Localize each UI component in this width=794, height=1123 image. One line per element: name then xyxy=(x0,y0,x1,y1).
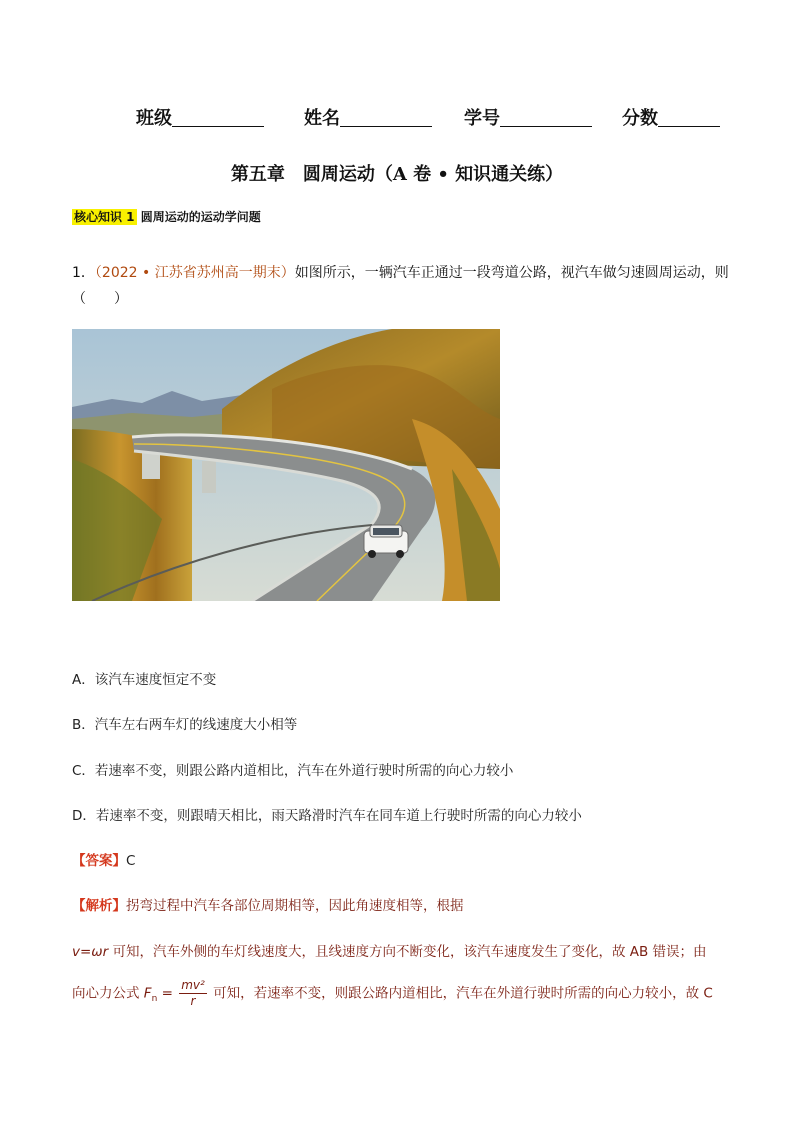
section-heading xyxy=(72,208,261,225)
question-stem: 如图所示，一辆汽车正通过一段弯道公路，视汽车做匀速圆周运动，则 xyxy=(294,265,729,281)
question-1 xyxy=(72,258,732,288)
student-id-label: 学号 xyxy=(464,108,500,129)
answer-value: C xyxy=(126,853,136,869)
section-text: 圆周运动的运动学问题 xyxy=(140,210,261,224)
option-a[interactable]: A．该汽车速度恒定不变 xyxy=(72,672,217,688)
score-blank[interactable] xyxy=(658,108,720,127)
fraction-denominator: r xyxy=(190,994,196,1008)
formula-v-omega-r: v=ωr xyxy=(72,944,109,960)
formula-force: F xyxy=(143,985,152,1002)
option-c[interactable]: C．若速率不变，则跟公路内道相比，汽车在外道行驶时所需的向心力较小 xyxy=(72,763,514,779)
option-d[interactable]: D．若速率不变，则跟晴天相比，雨天路滑时汽车在同车道上行驶时所需的向心力较小 xyxy=(72,808,582,824)
analysis-text-3: 可知，若速率不变，则跟公路内道相比，汽车在外道行驶时所需的向心力较小，故 C xyxy=(208,985,713,1002)
chapter-title: 第五章 圆周运动（A 卷 • 知识通关练） xyxy=(230,164,564,185)
name-field[interactable] xyxy=(304,104,432,130)
analysis-line-3: 向心力公式 $F_n$ = $\frac{\text{mv²}}{r}$ 可知，若速率不变，则跟公路内道相比，汽车在外道行驶时所需的向心力较小，故 C xyxy=(72,978,713,1008)
analysis-text-2: 可知，汽车外侧的车灯线速度大，且线速度方向不断变化，该汽车速度发生了变化，故 AB 错误；由 xyxy=(108,944,707,960)
centripetal-fraction xyxy=(179,978,207,1009)
name-label: 姓名 xyxy=(304,108,340,129)
name-blank[interactable] xyxy=(340,108,432,127)
class-field[interactable] xyxy=(136,104,264,130)
analysis-line-2 xyxy=(72,940,707,960)
analysis-prefix-3: 向心力公式 xyxy=(72,985,144,1002)
student-id-field[interactable] xyxy=(464,104,592,130)
answer-tag: 【答案】 xyxy=(72,853,126,869)
viaduct-illustration xyxy=(72,329,500,601)
analysis-line-1 xyxy=(72,894,464,914)
answer-line xyxy=(72,849,135,869)
section-tag: 核心知识 1 xyxy=(74,210,135,224)
car-icon xyxy=(364,525,408,558)
answer-blank: （ ） xyxy=(72,291,128,307)
question-source: （2022 • 江苏省苏州高一期末） xyxy=(94,265,295,281)
option-b[interactable]: B．汽车左右两车灯的线速度大小相等 xyxy=(72,717,298,733)
analysis-tag: 【解析】 xyxy=(72,898,126,914)
score-label: 分数 xyxy=(622,108,658,129)
student-id-blank[interactable] xyxy=(500,108,592,127)
formula-force-sub: n xyxy=(151,994,158,1005)
fraction-numerator: mv² xyxy=(181,978,205,992)
score-field[interactable] xyxy=(622,104,720,130)
class-label: 班级 xyxy=(136,108,172,129)
class-blank[interactable] xyxy=(172,108,264,127)
curved-road-photo xyxy=(72,329,500,601)
question-number: 1． xyxy=(72,265,95,281)
analysis-text-1: 拐弯过程中汽车各部位周期相等，因此角速度相等，根据 xyxy=(126,898,464,914)
